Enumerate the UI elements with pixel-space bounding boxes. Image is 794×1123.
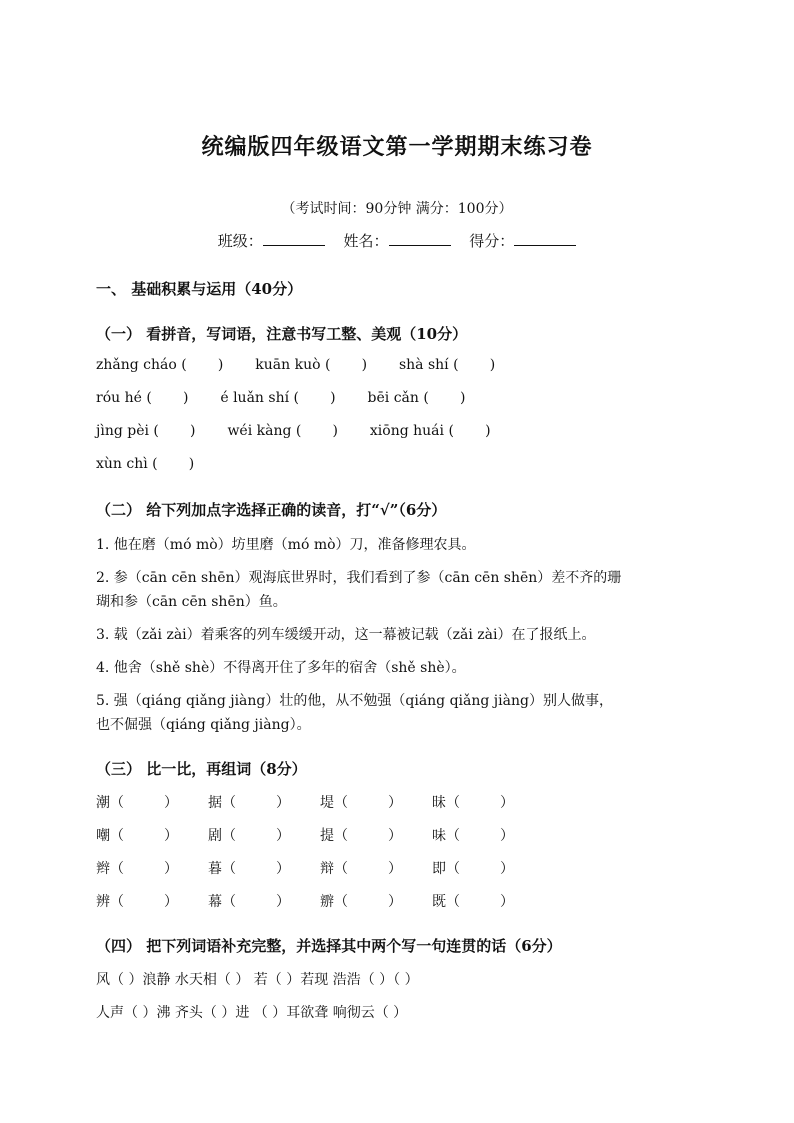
class-blank[interactable] (263, 231, 325, 246)
char: 既 (432, 894, 446, 910)
pinyin-row: zhǎng cháo ( ) kuān kuò ( ) shà shí ( ) (96, 357, 496, 373)
pinyin-item: xùn chì (96, 456, 148, 472)
char: 嘲 (96, 828, 110, 844)
char: 辨 (96, 894, 110, 910)
pinyin-item: é luǎn shí (220, 390, 290, 406)
page-title: 统编版四年级语文第一学期期末练习卷 (201, 134, 593, 160)
char: 提 (320, 828, 334, 844)
compare-row: 辨（ ） 幕（ ） 辧（ ） 既（ ） (96, 894, 515, 910)
idiom-row: 风（ ）浪静 水天相（ ） 若（ ）若现 浩浩（ ）（ ） (96, 972, 419, 988)
question-line: 1. 他在磨（mó mò）坊里磨（mó mò）刀，准备修理农具。 (96, 537, 476, 553)
score-label: 得分： (469, 232, 515, 250)
char: 潮 (96, 795, 110, 811)
char: 辩 (320, 861, 334, 877)
pinyin-item: kuān kuò (255, 357, 321, 373)
pinyin-row: róu hé ( ) é luǎn shí ( ) bēi cǎn ( ) (96, 390, 466, 406)
pinyin-item: wéi kàng (227, 423, 292, 439)
char: 暮 (208, 861, 222, 877)
pinyin-row: jìng pèi ( ) wéi kàng ( ) xiōng huái ( ) (96, 423, 491, 439)
compare-row: 嘲（ ） 剧（ ） 提（ ） 味（ ） (96, 828, 515, 844)
pinyin-item: zhǎng cháo (96, 357, 177, 373)
idiom-row: 人声（ ）沸 齐头（ ）进 （ ）耳欲聋 响彻云（ ） (96, 1005, 408, 1021)
char: 昧 (432, 795, 446, 811)
question-line: 2. 参（cān cēn shēn）观海底世界时，我们看到了参（cān cēn shēn）差不齐的珊 (96, 570, 622, 586)
compare-row: 潮（ ） 据（ ） 堤（ ） 昧（ ） (96, 795, 515, 811)
pinyin-row: xùn chì ( ) (96, 456, 195, 472)
pinyin-item: jìng pèi (96, 423, 149, 439)
char: 辧 (320, 894, 334, 910)
char: 即 (432, 861, 446, 877)
char: 味 (432, 828, 446, 844)
section-4-heading: （四） 把下列词语补充完整，并选择其中两个写一句连贯的话（6分） (96, 937, 562, 955)
char: 辫 (96, 861, 110, 877)
char: 堤 (320, 795, 334, 811)
question-line: 4. 他舍（shě shè）不得离开住了多年的宿舍（shě shè）。 (96, 660, 466, 676)
char: 幕 (208, 894, 222, 910)
section-2-heading: （二） 给下列加点字选择正确的读音，打“√”（6分） (96, 501, 447, 519)
pinyin-item: róu hé (96, 390, 142, 406)
char: 剧 (208, 828, 222, 844)
class-label: 班级： (217, 232, 263, 250)
pinyin-item: shà shí (398, 357, 449, 373)
exam-info: （考试时间：90分钟 满分：100分） (281, 201, 513, 217)
section-3-heading: （三） 比一比，再组词（8分） (96, 760, 307, 778)
question-line: 瑚和参（cān cēn shēn）鱼。 (96, 594, 287, 610)
part-one-heading: 一、 基础积累与运用（40分） (96, 280, 303, 298)
pinyin-item: bēi cǎn (367, 390, 419, 406)
section-1-heading: （一） 看拼音，写词语，注意书写工整、美观（10分） (96, 325, 468, 343)
name-blank[interactable] (389, 231, 451, 246)
compare-row: 辫（ ） 暮（ ） 辩（ ） 即（ ） (96, 861, 515, 877)
question-line: 也不倔强（qiáng qiǎng jiàng）。 (96, 717, 311, 733)
student-info-row (0, 230, 794, 251)
question-line: 3. 载（zǎi zài）着乘客的列车缓缓开动，这一幕被记载（zǎi zài）在了报纸上。 (96, 627, 596, 643)
question-line: 5. 强（qiáng qiǎng jiàng）壮的他，从不勉强（qiáng qiǎng jiàng）别人做事， (96, 693, 613, 709)
score-blank[interactable] (514, 231, 576, 246)
name-label: 姓名： (343, 232, 389, 250)
pinyin-item: xiōng huái (369, 423, 444, 439)
char: 据 (208, 795, 222, 811)
